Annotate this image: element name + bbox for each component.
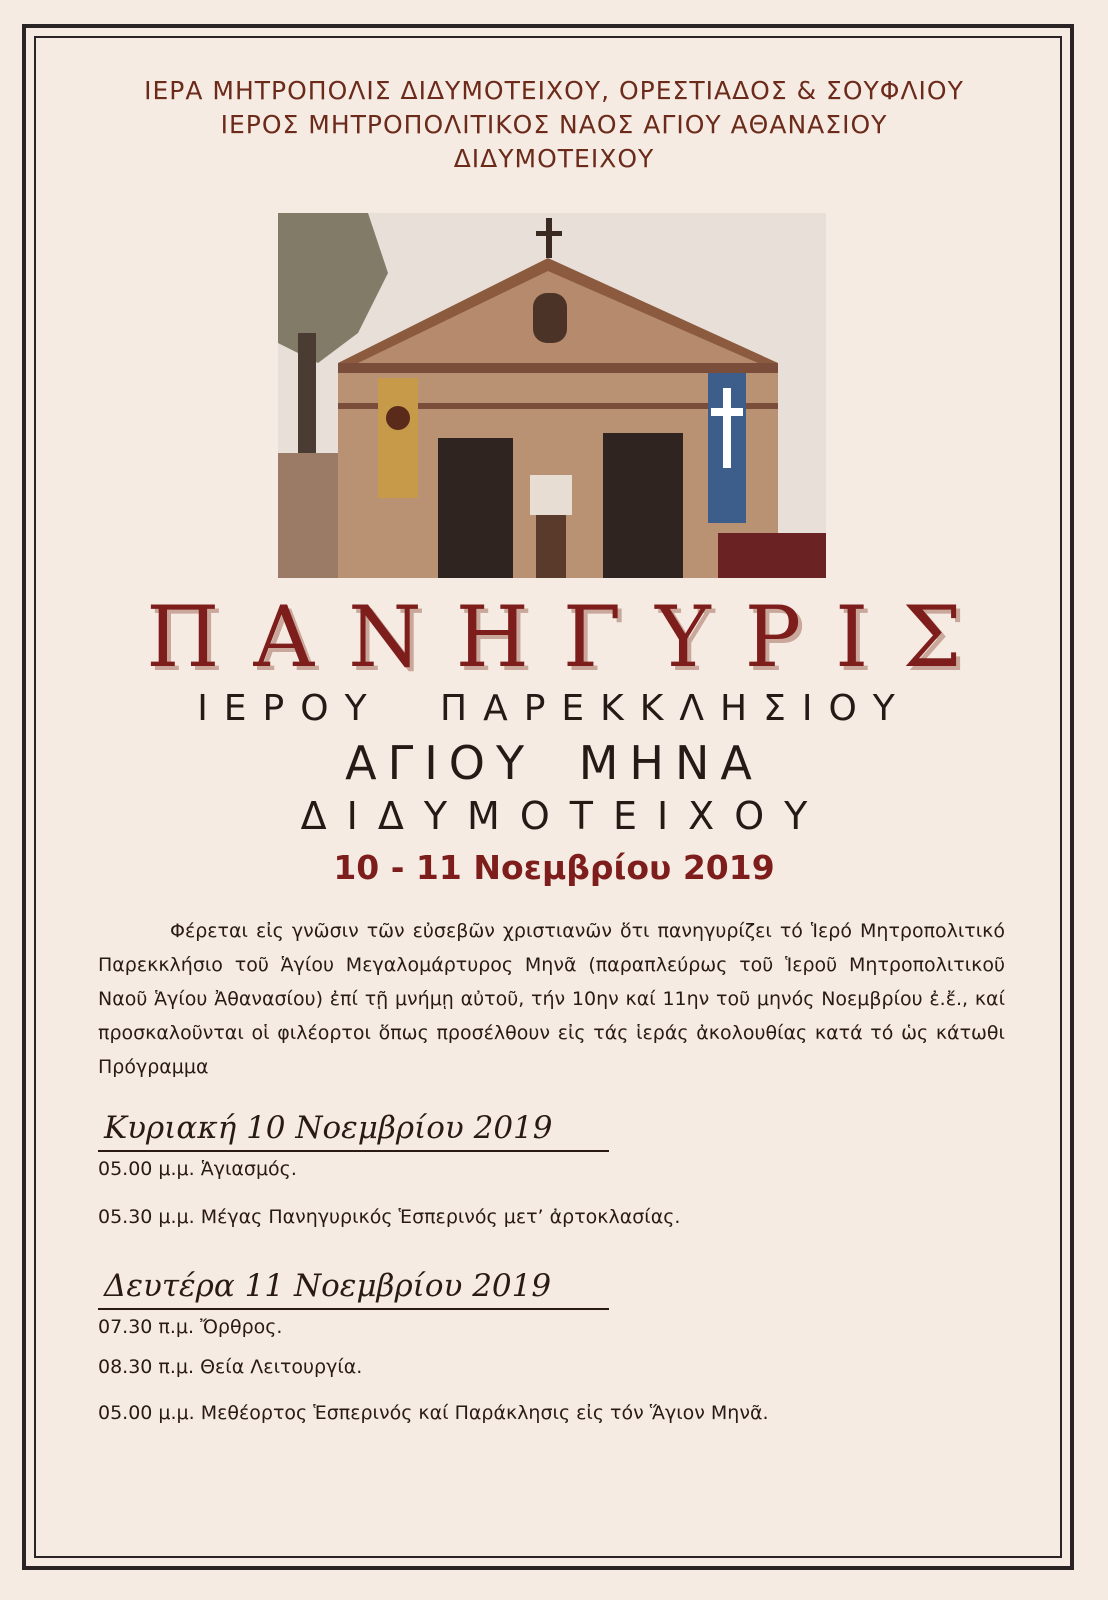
day-heading-sunday: Κυριακή 10 Νοεμβρίου 2019 xyxy=(98,1110,609,1152)
event-dates: 10 - 11 Νοεμβρίου 2019 xyxy=(333,848,775,887)
header-church: ΙΕΡΟΣ ΜΗΤΡΟΠΟΛΙΤΙΚΟΣ ΝΑΟΣ ΑΓΙΟΥ ΑΘΑΝΑΣΙΟΥ xyxy=(220,110,888,139)
schedule-item: 08.30 π.μ. Θεία Λειτουργία. xyxy=(98,1356,363,1378)
announcement-text: Φέρεται εἰς γνῶσιν τῶν εὐσεβῶν χριστιανῶν ὅτι πανηγυρίζει τό Ἱερό Μητροπολιτικό Παρεκκλήσιο τοῦ Ἁγίου Μεγαλομάρτυρος Μηνᾶ (παραπλεύρως τοῦ Ἱεροῦ Μητροπολιτικοῦ Ναοῦ Ἁγίου Ἀθανασίου) ἐπί τῇ μνήμῃ αὐτοῦ, τήν 10ην καί 11ην τοῦ μηνός Νοεμβρίου ἐ.ἔ., καί προσκαλοῦνται οἱ φιλέορτοι ὅπως προσέλθουν εἰς τάς ἱεράς ἀκολουθίας κατά τό ὡς κάτωθι Πρόγραμμα xyxy=(98,920,1005,1078)
chapel-photo xyxy=(278,213,826,578)
schedule-item: 07.30 π.μ. Ὄρθρος. xyxy=(98,1316,283,1338)
schedule-item: 05.00 μ.μ. Ἁγιασμός. xyxy=(98,1158,297,1180)
schedule-item: 05.00 μ.μ. Μεθέορτος Ἑσπερινός καί Παράκλησις εἰς τόν Ἅγιον Μηνᾶ. xyxy=(98,1402,769,1424)
header-metropolis: ΙΕΡΑ ΜΗΤΡΟΠΟΛΙΣ ΔΙΔΥΜΟΤΕΙΧΟΥ, ΟΡΕΣΤΙΑΔΟΣ & ΣΟΥΦΛΙΟΥ xyxy=(144,76,964,105)
subtitle-town: ΔΙΔΥΜΟΤΕΙΧΟΥ xyxy=(300,794,828,838)
schedule-item: 05.30 μ.μ. Μέγας Πανηγυρικός Ἑσπερινός μετ’ ἀρτοκλασίας. xyxy=(98,1206,681,1228)
subtitle-saint: ΑΓΙΟΥ ΜΗΝΑ xyxy=(345,736,763,790)
day-heading-monday: Δευτέρα 11 Νοεμβρίου 2019 xyxy=(98,1268,609,1310)
subtitle-chapel: ΙΕΡΟΥ ΠΑΡΕΚΚΛΗΣΙΟΥ xyxy=(197,688,911,729)
page-title: ΠΑΝΗΓΥΡΙΣ xyxy=(146,588,996,686)
header-town: ΔΙΔΥΜΟΤΕΙΧΟΥ xyxy=(453,144,655,173)
